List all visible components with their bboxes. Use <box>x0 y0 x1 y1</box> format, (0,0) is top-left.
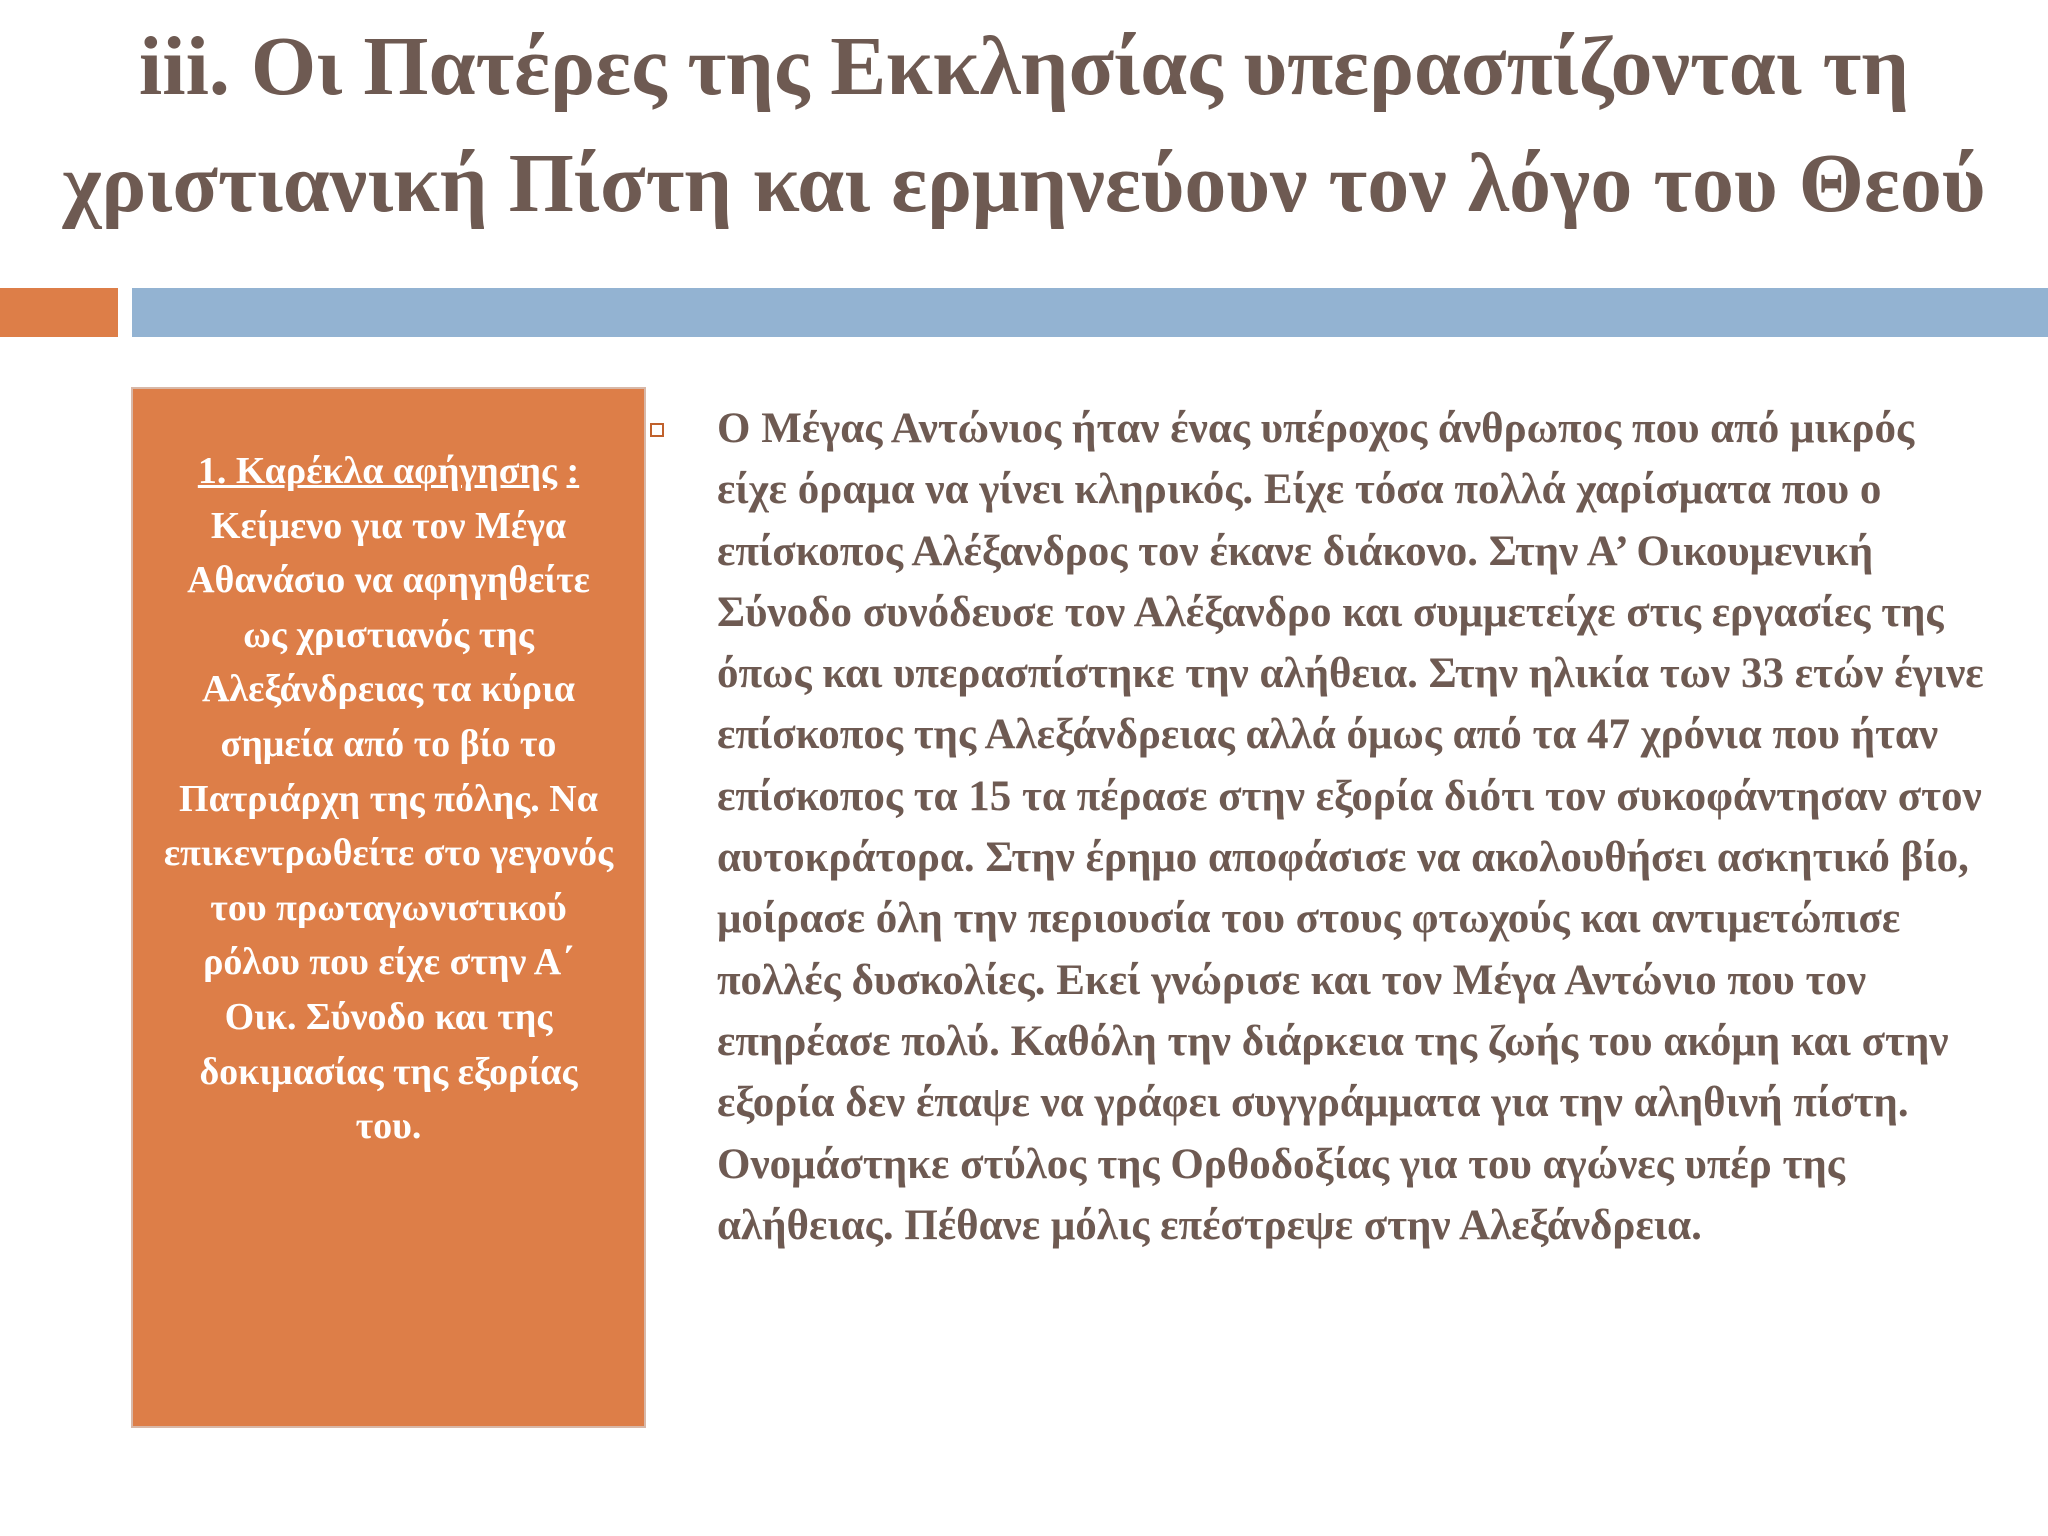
decorative-orange-bar <box>0 288 118 337</box>
task-box <box>131 387 646 1428</box>
body-paragraph: Ο Μέγας Αντώνιος ήταν ένας υπέροχος άνθρωπος που από μικρός είχε όραμα να γίνει κληρικός. Είχε τόσα πολλά χαρίσματα που ο επίσκοπος Αλέξανδρος τον έκανε διάκονο. Στην Α’ Οικουμενική Σύνοδο συνόδευσε τον Αλέξανδρο και συμμετείχε στις εργασίες της όπως και υπερασπίστηκε την αλήθεια. Στην ηλικία των 33 ετών έγινε επίσκοπος της Αλεξάνδρειας αλλά όμως από τα 47 χρόνια που ήταν επίσκοπος τα 15 τα πέρασε στην εξορία διότι τον συκοφάντησαν στον αυτοκράτορα. Στην έρημο αποφάσισε να ακολουθήσει ασκητικό βίο, μοίρασε όλη την περιουσία του στους φτωχούς και αντιμετώπισε πολλές δυσκολίες. Εκεί γνώρισε και τον Μέγα Αντώνιο που τον επηρέασε πολύ. Καθόλη την διάρκεια της ζωής του ακόμη και στην εξορία δεν έπαψε να γράφει συγγράμματα για την αληθινή πίστη. Ονομάστηκε στύλος της Ορθοδοξίας για του αγώνες υπέρ της αλήθειας. Πέθανε μόλις επέστρεψε στην Αλεξάνδρεια. <box>717 405 1984 1249</box>
slide-title: iii. Οι Πατέρες της Εκκλησίας υπερασπίζονται τη χριστιανική Πίστη και ερμηνεύουν τον λόγο του Θεού <box>62 20 1986 230</box>
task-heading-colon: : <box>566 450 580 492</box>
task-text: Κείμενο για τον Μέγα Αθανάσιο να αφηγηθείτε ως χριστιανός της Αλεξάνδρειας τα κύρια σημεία από το βίο το Πατριάρχη της πόλης. Να επικεντρωθείτε στο γεγονός του πρωταγωνιστικού ρόλου που είχε στην Α΄ Οικ. Σύνοδο και της δοκιμασίας της εξορίας του. <box>163 504 614 1148</box>
square-bullet-icon <box>650 423 664 437</box>
decorative-blue-bar <box>132 288 2048 337</box>
task-heading: 1. Καρέκλα αφήγησης <box>197 450 558 492</box>
